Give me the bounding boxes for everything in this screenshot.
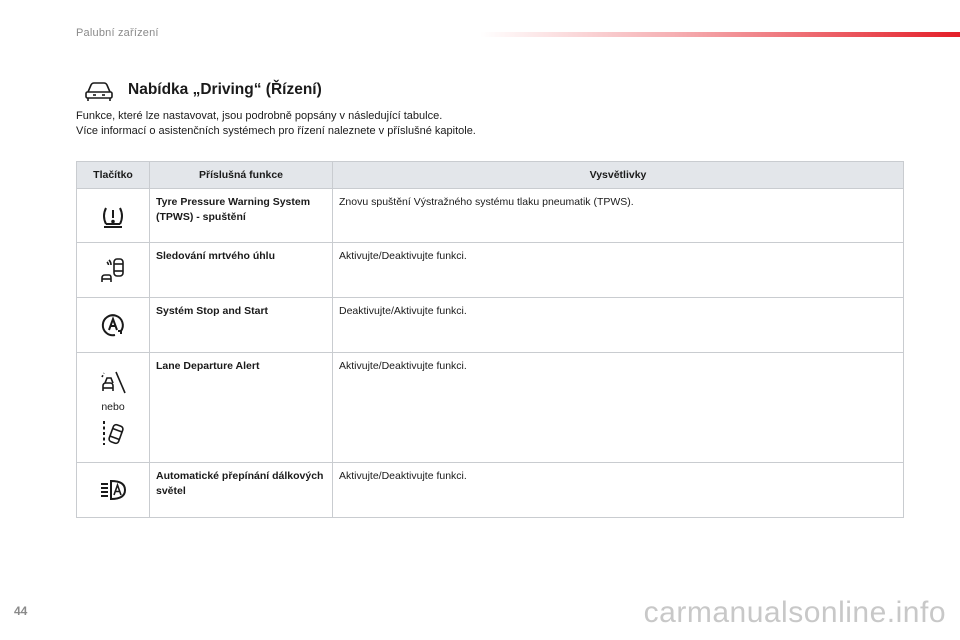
intro-text xyxy=(76,109,476,139)
button-cell xyxy=(77,353,150,463)
button-cell xyxy=(77,189,150,243)
lane-departure-icon xyxy=(99,369,127,397)
tpms-icon xyxy=(99,202,127,230)
function-cell: Automatické přepínání dálkových světel xyxy=(150,463,333,518)
blind-spot-icon xyxy=(99,256,127,284)
header-accent-line xyxy=(480,32,960,37)
table-header-row xyxy=(77,162,904,189)
col-header-explanation: Vysvětlivky xyxy=(333,162,904,189)
function-cell: Systém Stop and Start xyxy=(150,298,333,353)
table-row xyxy=(77,243,904,298)
explanation-cell: Znovu spuštění Výstražného systému tlaku pneumatik (TPWS). xyxy=(333,189,904,243)
button-cell xyxy=(77,243,150,298)
page-number: 44 xyxy=(14,604,28,618)
explanation-cell: Deaktivujte/Aktivujte funkci. xyxy=(333,298,904,353)
auto-high-beam-icon xyxy=(99,476,127,504)
table-row xyxy=(77,353,904,463)
explanation-cell: Aktivujte/Deaktivujte funkci. xyxy=(333,353,904,463)
intro-line-2: Více informací o asistenčních systémech pro řízení naleznete v příslušné kapitole. xyxy=(76,125,476,137)
table-row xyxy=(77,189,904,243)
explanation-cell: Aktivujte/Deaktivujte funkci. xyxy=(333,243,904,298)
driving-functions-table xyxy=(76,161,904,518)
col-header-function: Příslušná funkce xyxy=(150,162,333,189)
lane-departure-alt-icon xyxy=(99,419,127,447)
intro-line-1: Funkce, které lze nastavovat, jsou podrobně popsány v následující tabulce. xyxy=(76,110,443,122)
function-cell: Sledování mrtvého úhlu xyxy=(150,243,333,298)
button-cell xyxy=(77,463,150,518)
car-icon xyxy=(84,78,114,102)
section-header xyxy=(84,78,322,102)
explanation-cell: Aktivujte/Deaktivujte funkci. xyxy=(333,463,904,518)
function-cell: Tyre Pressure Warning System (TPWS) - spuštění xyxy=(150,189,333,243)
chapter-title: Palubní zařízení xyxy=(76,27,159,39)
watermark: carmanualsonline.info xyxy=(643,596,946,629)
col-header-button: Tlačítko xyxy=(77,162,150,189)
button-cell xyxy=(77,298,150,353)
stop-start-icon xyxy=(99,311,127,339)
function-cell: Lane Departure Alert xyxy=(150,353,333,463)
table-row xyxy=(77,463,904,518)
section-title: Nabídka „Driving“ (Řízení) xyxy=(128,81,322,98)
or-label: nebo xyxy=(101,400,125,413)
table-row xyxy=(77,298,904,353)
